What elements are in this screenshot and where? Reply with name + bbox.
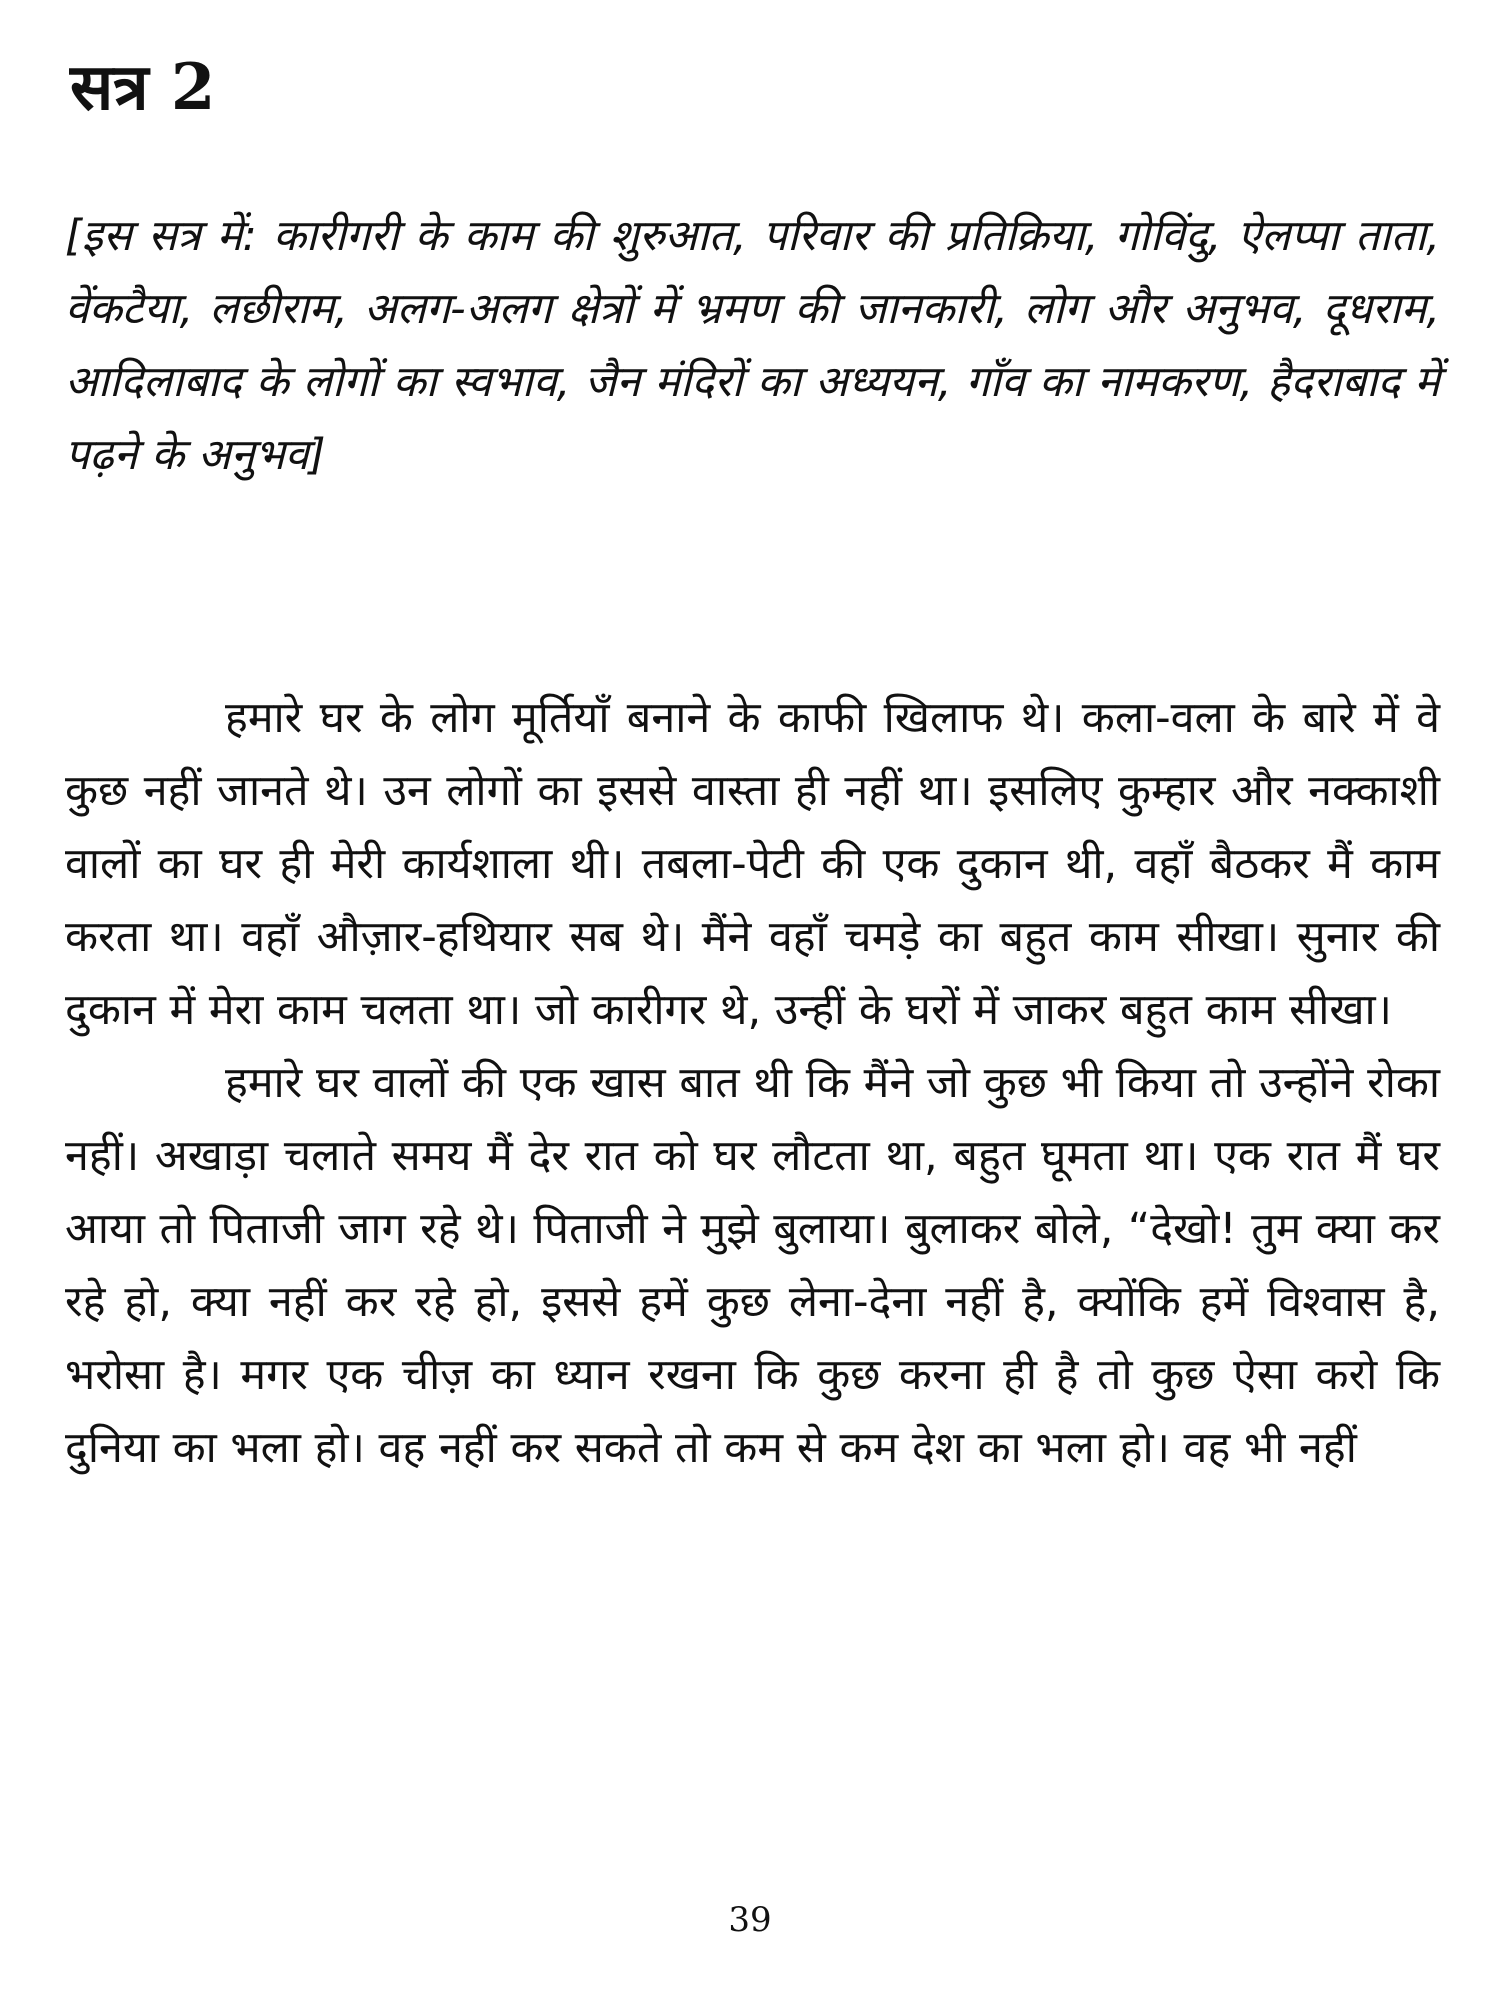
session-summary: [इस सत्र में: कारीगरी के काम की शुरुआत, परिवार की प्रतिक्रिया, गोविंदु, ऐलप्पा ताता, वेंकटैया, लछीराम, अलग-अलग क्षेत्रों में भ्रमण की जानकारी, लोग और अनुभव, दूधराम, आदिलाबाद के लोगों का स्वभाव, जैन मंदिरों का अध्ययन, गाँव का नामकरण, हैदराबाद में पढ़ने के अनुभव] (65, 211, 1440, 480)
session-heading: सत्र 2 (70, 50, 216, 125)
page-number: 39 (728, 1900, 772, 1940)
paragraph: हमारे घर के लोग मूर्तियाँ बनाने के काफी खिलाफ थे। कला-वला के बारे में वे कुछ नहीं जानते थे। उन लोगों का इससे वास्ता ही नहीं था। इसलिए कुम्हार और नक्काशी वालों का घर ही मेरी कार्यशाला थी। तबला-पेटी की एक दुकान थी, वहाँ बैठकर मैं काम करता था। वहाँ औज़ार-हथियार सब थे। मैंने वहाँ चमड़े का बहुत काम सीखा। सुनार की दुकान में मेरा काम चलता था। जो कारीगर थे, उन्हीं के घरों में जाकर बहुत काम सीखा। (65, 693, 1440, 1035)
body-text (65, 682, 1440, 1485)
paragraph: हमारे घर वालों की एक खास बात थी कि मैंने जो कुछ भी किया तो उन्होंने रोका नहीं। अखाड़ा चलाते समय मैं देर रात को घर लौटता था, बहुत घूमता था। एक रात मैं घर आया तो पिताजी जाग रहे थे। पिताजी ने मुझे बुलाया। बुलाकर बोले, “देखो! तुम क्या कर रहे हो, क्या नहीं कर रहे हो, इससे हमें कुछ लेना-देना नहीं है, क्योंकि हमें विश्वास है, भरोसा है। मगर एक चीज़ का ध्यान रखना कि कुछ करना ही है तो कुछ ऐसा करो कि दुनिया का भला हो। वह नहीं कर सकते तो कम से कम देश का भला हो। वह भी नहीं (65, 1058, 1440, 1473)
